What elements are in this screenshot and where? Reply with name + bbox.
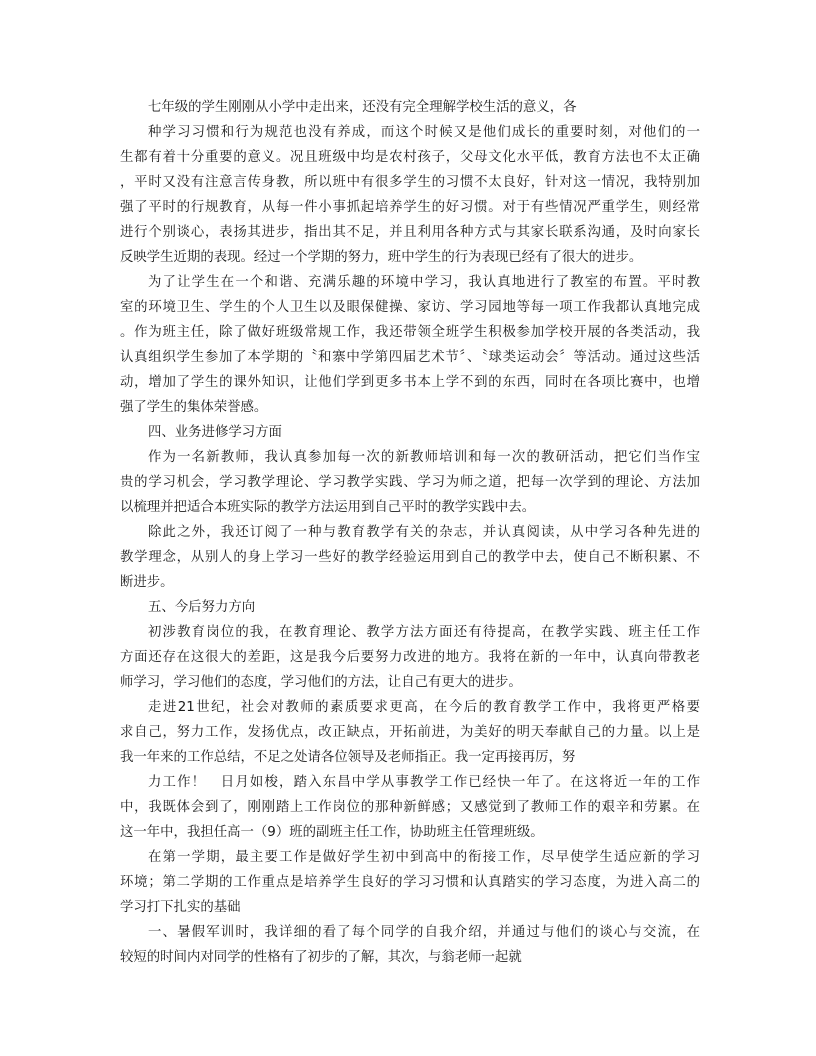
text-line: 环境；第二学期的工作重点是培养学生良好的学习习惯和认真踏实的学习态度，为进入高二的 [120,875,700,890]
text-line: 求自己，努力工作，发扬优点，改正缺点，开拓前进，为美好的明天奉献自己的力量。以上是 [120,725,700,740]
text-line: 室的环境卫生、学生的个人卫生以及眼保健操、家访、学习园地等每一项工作我都认真地完成 [120,300,700,315]
text-line: 除此之外，我还订阅了一种与教育教学有关的杂志，并认真阅读，从中学习各种先进的 [148,525,700,540]
text-line: 生都有着十分重要的意义。况且班级中均是农村孩子，父母文化水平低，教育方法也不太正确 [120,150,700,165]
text-line: 进行个别谈心，表扬其进步，指出其不足，并且利用各种方式与其家长联系沟通，及时向家长 [120,225,700,240]
text-line: 贵的学习机会，学习教学理论、学习教学实践、学习为师之道，把每一次学到的理论、方法加 [120,475,700,490]
text-line: 我一年来的工作总结，不足之处请各位领导及老师指正。我一定再接再厉，努 [120,750,576,765]
text-line: 走进21世纪，社会对教师的素质要求更高，在今后的教育教学工作中，我将更严格要 [148,700,700,715]
text-line: 强了学生的集体荣誉感。 [120,400,268,415]
text-line: 初涉教育岗位的我，在教育理论、教学方法方面还有待提高，在教学实践、班主任工作 [148,625,700,640]
text-line: 一、暑假军训时，我详细的看了每个同学的自我介绍，并通过与他们的谈心与交流，在 [148,925,700,940]
text-line: 。作为班主任，除了做好班级常规工作，我还带领全班学生积极参加学校开展的各类活动，我 [120,325,700,340]
text-line: 师学习，学习他们的态度，学习他们的方法，让自己有更大的进步。 [120,675,522,690]
text-line: ，平时又没有注意言传身教，所以班中有很多学生的习惯不太良好，针对这一情况，我特别加 [120,175,700,190]
text-line: 动，增加了学生的课外知识，让他们学到更多书本上学不到的东西，同时在各项比赛中，也增 [120,375,700,390]
text-line: 中，我既体会到了，刚刚踏上工作岗位的那种新鲜感；又感觉到了教师工作的艰辛和劳累。在 [120,800,700,815]
text-line: 强了平时的行规教育，从每一件小事抓起培养学生的好习惯。对于有些情况严重学生，则经常 [120,200,700,215]
text-line: 七年级的学生刚刚从小学中走出来，还没有完全理解学校生活的意义，各 [148,100,577,115]
text-line: 在第一学期，最主要工作是做好学生初中到高中的衔接工作，尽早使学生适应新的学习 [148,850,700,865]
text-line: 学习打下扎实的基础 [120,900,241,915]
text-line: 较短的时间内对同学的性格有了初步的了解，其次，与翁老师一起就 [120,950,522,965]
text-line: 力工作！ 日月如梭，踏入东昌中学从事教学工作已经快一年了。在这将近一年的工作 [148,775,700,790]
text-line: 断进步。 [120,575,174,590]
section-heading: 四、业务进修学习方面 [148,425,282,440]
text-line: 认真组织学生参加了本学期的〝和寨中学第四届艺术节〞、〝球类运动会〞等活动。通过这些活 [120,350,700,365]
text-line: 以梳理并把适合本班实际的教学方法运用到自己平时的教学实践中去。 [120,500,536,515]
text-line: 种学习习惯和行为规范也没有养成，而这个时候又是他们成长的重要时刻，对他们的一 [148,125,700,140]
text-line: 反映学生近期的表现。经过一个学期的努力，班中学生的行为表现已经有了很大的进步。 [120,250,643,265]
text-line: 这一年中，我担任高一（9）班的副班主任工作，协助班主任管理班级。 [120,825,544,840]
text-line: 教学理念，从别人的身上学习一些好的教学经验运用到自己的教学中去，使自己不断积累、不 [120,550,700,565]
text-line: 作为一名新教师，我认真参加每一次的新教师培训和每一次的教研活动，把它们当作宝 [148,450,700,465]
text-line: 为了让学生在一个和谐、充满乐趣的环境中学习，我认真地进行了教室的布置。平时教 [148,275,700,290]
section-heading: 五、今后努力方向 [148,600,256,615]
text-line: 方面还存在这很大的差距，这是我今后要努力改进的地方。我将在新的一年中，认真向带教老 [120,650,700,665]
